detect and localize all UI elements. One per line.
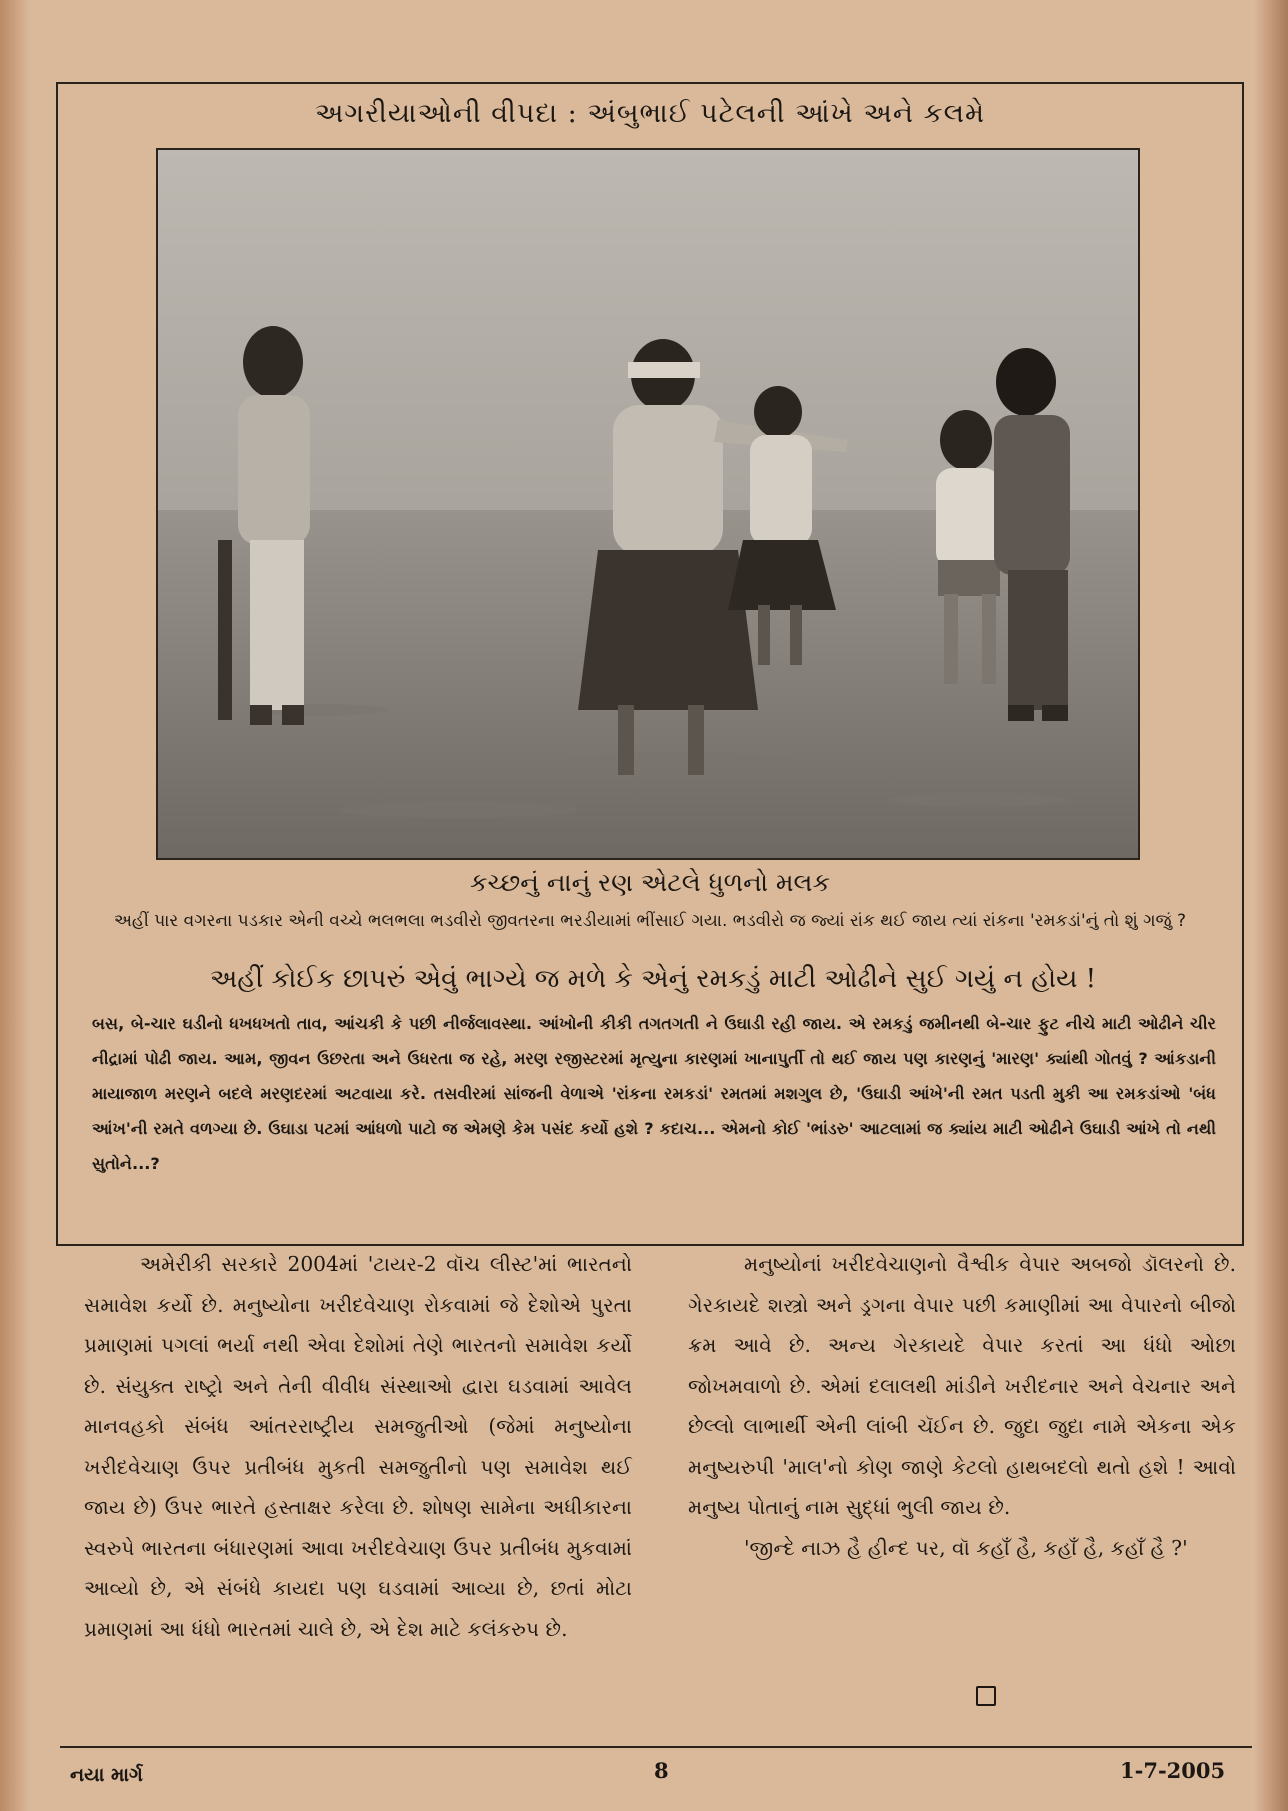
page-headline: અગરીયાઓની વીપદા : અંબુભાઈ પટેલની આંખે અને કલમે [314, 98, 986, 129]
article-paragraph: મનુષ્યોનાં ખરીદવેચાણનો વૈશ્વીક વેપાર અબજો ડૉલરનો છે. ગેરકાયદે શસ્ત્રો અને ડ્રગના વેપાર પછી કમાણીમાં આ વેપારનો બીજો ક્રમ આવે છે. અન્ય ગેરકાયદે વેપાર કરતાં આ ધંધો ઓછા જોખમવાળો છે. એમાં દલાલથી માંડીને ખરીદનાર અને વેચનાર અને છેલ્લો લાભાર્થી એની લાંબી ચૅઈન છે. જુદા જુદા નામે એકના એક મનુષ્યરુપી 'માલ'નો કોણ જાણે કેટલો હાથબદલો થતો હશે ! આવો મનુષ્ય પોતાનું નામ સુદ્ધાં ભુલી જાય છે. [688, 1252, 1236, 1519]
end-of-article-icon [976, 1686, 996, 1706]
article-quote: 'જીન્દે નાઝ હૈ હીન્દ પર, વૉ કહાઁ હૈ, કહાઁ હૈ, કહાઁ હૈ ?' [744, 1535, 1188, 1560]
caption-body: બસ, બે-ચાર ઘડીનો ધખધખતો તાવ, આંચકી કે પછી નીર્જલાવસ્થા. આંખોની કીકી તગતગતી ને ઉઘાડી રહી જાય. એ રમકડું જમીનથી બે-ચાર ફુટ નીચે માટી ઓઢીને ચીર નીદ્રામાં પોઢી જાય. આમ, જીવન ઉછરતા અને ઉધરતા જ રહે, મરણ રજીસ્ટરમાં મૃત્યુના કારણમાં ખાનાપુર્તી તો થઈ જાય પણ કારણનું 'મારણ' ક્યાંથી ગોતવું ? આંકડાની માયાજાળ મરણને બદલે મરણદરમાં અટવાયા કરે. તસવીરમાં સાંજની વેળાએ 'રાંકના રમકડાં' રમતમાં મશગુલ છે, 'ઉઘાડી આંખે'ની રમત પડતી મુકી આ રમકડાંઓ 'બંધ આંખ'ની રમતે વળગ્યા છે. ઉઘાડા પટમાં આંધળો પાટો જ એમણે કેમ પસંદ કર્યો હશે ? કદાચ... એમનો કોઈ 'ભાંડરુ' આટલામાં જ ક્યાંય માટી ઓઢીને ઉઘાડી આંખે તો નથી સુતોને...? [92, 1014, 1216, 1173]
caption-title: કચ્છનું નાનું રણ એટલે ધુળનો મલક [469, 868, 831, 897]
caption-subtitle: અહીં પાર વગરના પડકાર એની વચ્ચે ભલભલા ભડવીરો જીવતરના ભરડીયામાં ભીંસાઈ ગયા. ભડવીરો જ જ્યાં રાંક થઈ જાય ત્યાં રાંકના 'રમકડાં'નું તો શું ગજું ? [113, 911, 1187, 931]
article-column-right [688, 1244, 1236, 1568]
issue-date: 1-7-2005 [1120, 1758, 1226, 1783]
page-number: 8 [654, 1758, 669, 1783]
photo-children-playing-blindfold-game-icon [158, 150, 1138, 858]
newspaper-page [40, 0, 1272, 1811]
news-photo [156, 148, 1140, 860]
article-column-left [84, 1244, 632, 1649]
article-paragraph: અમેરીકી સરકારે 2004માં 'ટાયર-2 વૉચ લીસ્ટ'માં ભારતનો સમાવેશ કર્યો છે. મનુષ્યોના ખરીદવેચાણ રોકવામાં જે દેશોએ પુરતા પ્રમાણમાં પગલાં ભર્યા નથી એવા દેશોમાં તેણે ભારતનો સમાવેશ કર્યો છે. સંયુક્ત રાષ્ટ્રો અને તેની વીવીધ સંસ્થાઓ દ્વારા ઘડવામાં આવેલ માનવહકો સંબંધ આંતરરાષ્ટ્રીય સમજુતીઓ (જેમાં મનુષ્યોના ખરીદવેચાણ ઉપર પ્રતીબંધ મુકતી સમજુતીનો પણ સમાવેશ થઈ જાય છે) ઉપર ભારતે હસ્તાક્ષર કરેલા છે. શોષણ સામેના અધીકારના સ્વરુપે ભારતના બંધારણમાં આવા ખરીદવેચાણ ઉપર પ્રતીબંધ મુકવામાં આવ્યો છે, એ સંબંધે કાયદા પણ ઘડવામાં આવ્યા છે, છતાં મોટા પ્રમાણમાં આ ધંધો ભારતમાં ચાલે છે, એ દેશ માટે કલંકરુપ છે. [84, 1252, 632, 1641]
feature-box [56, 82, 1244, 1246]
footer-divider [60, 1746, 1252, 1748]
caption-lead: અહીં કોઈક છાપરું એવું ભાગ્યે જ મળે કે એનું રમકડું માટી ઓઢીને સુઈ ગયું ન હોય ! [209, 964, 1097, 994]
publication-name: નયા માર્ગ [70, 1764, 143, 1786]
scan-edge-left [0, 0, 30, 1811]
